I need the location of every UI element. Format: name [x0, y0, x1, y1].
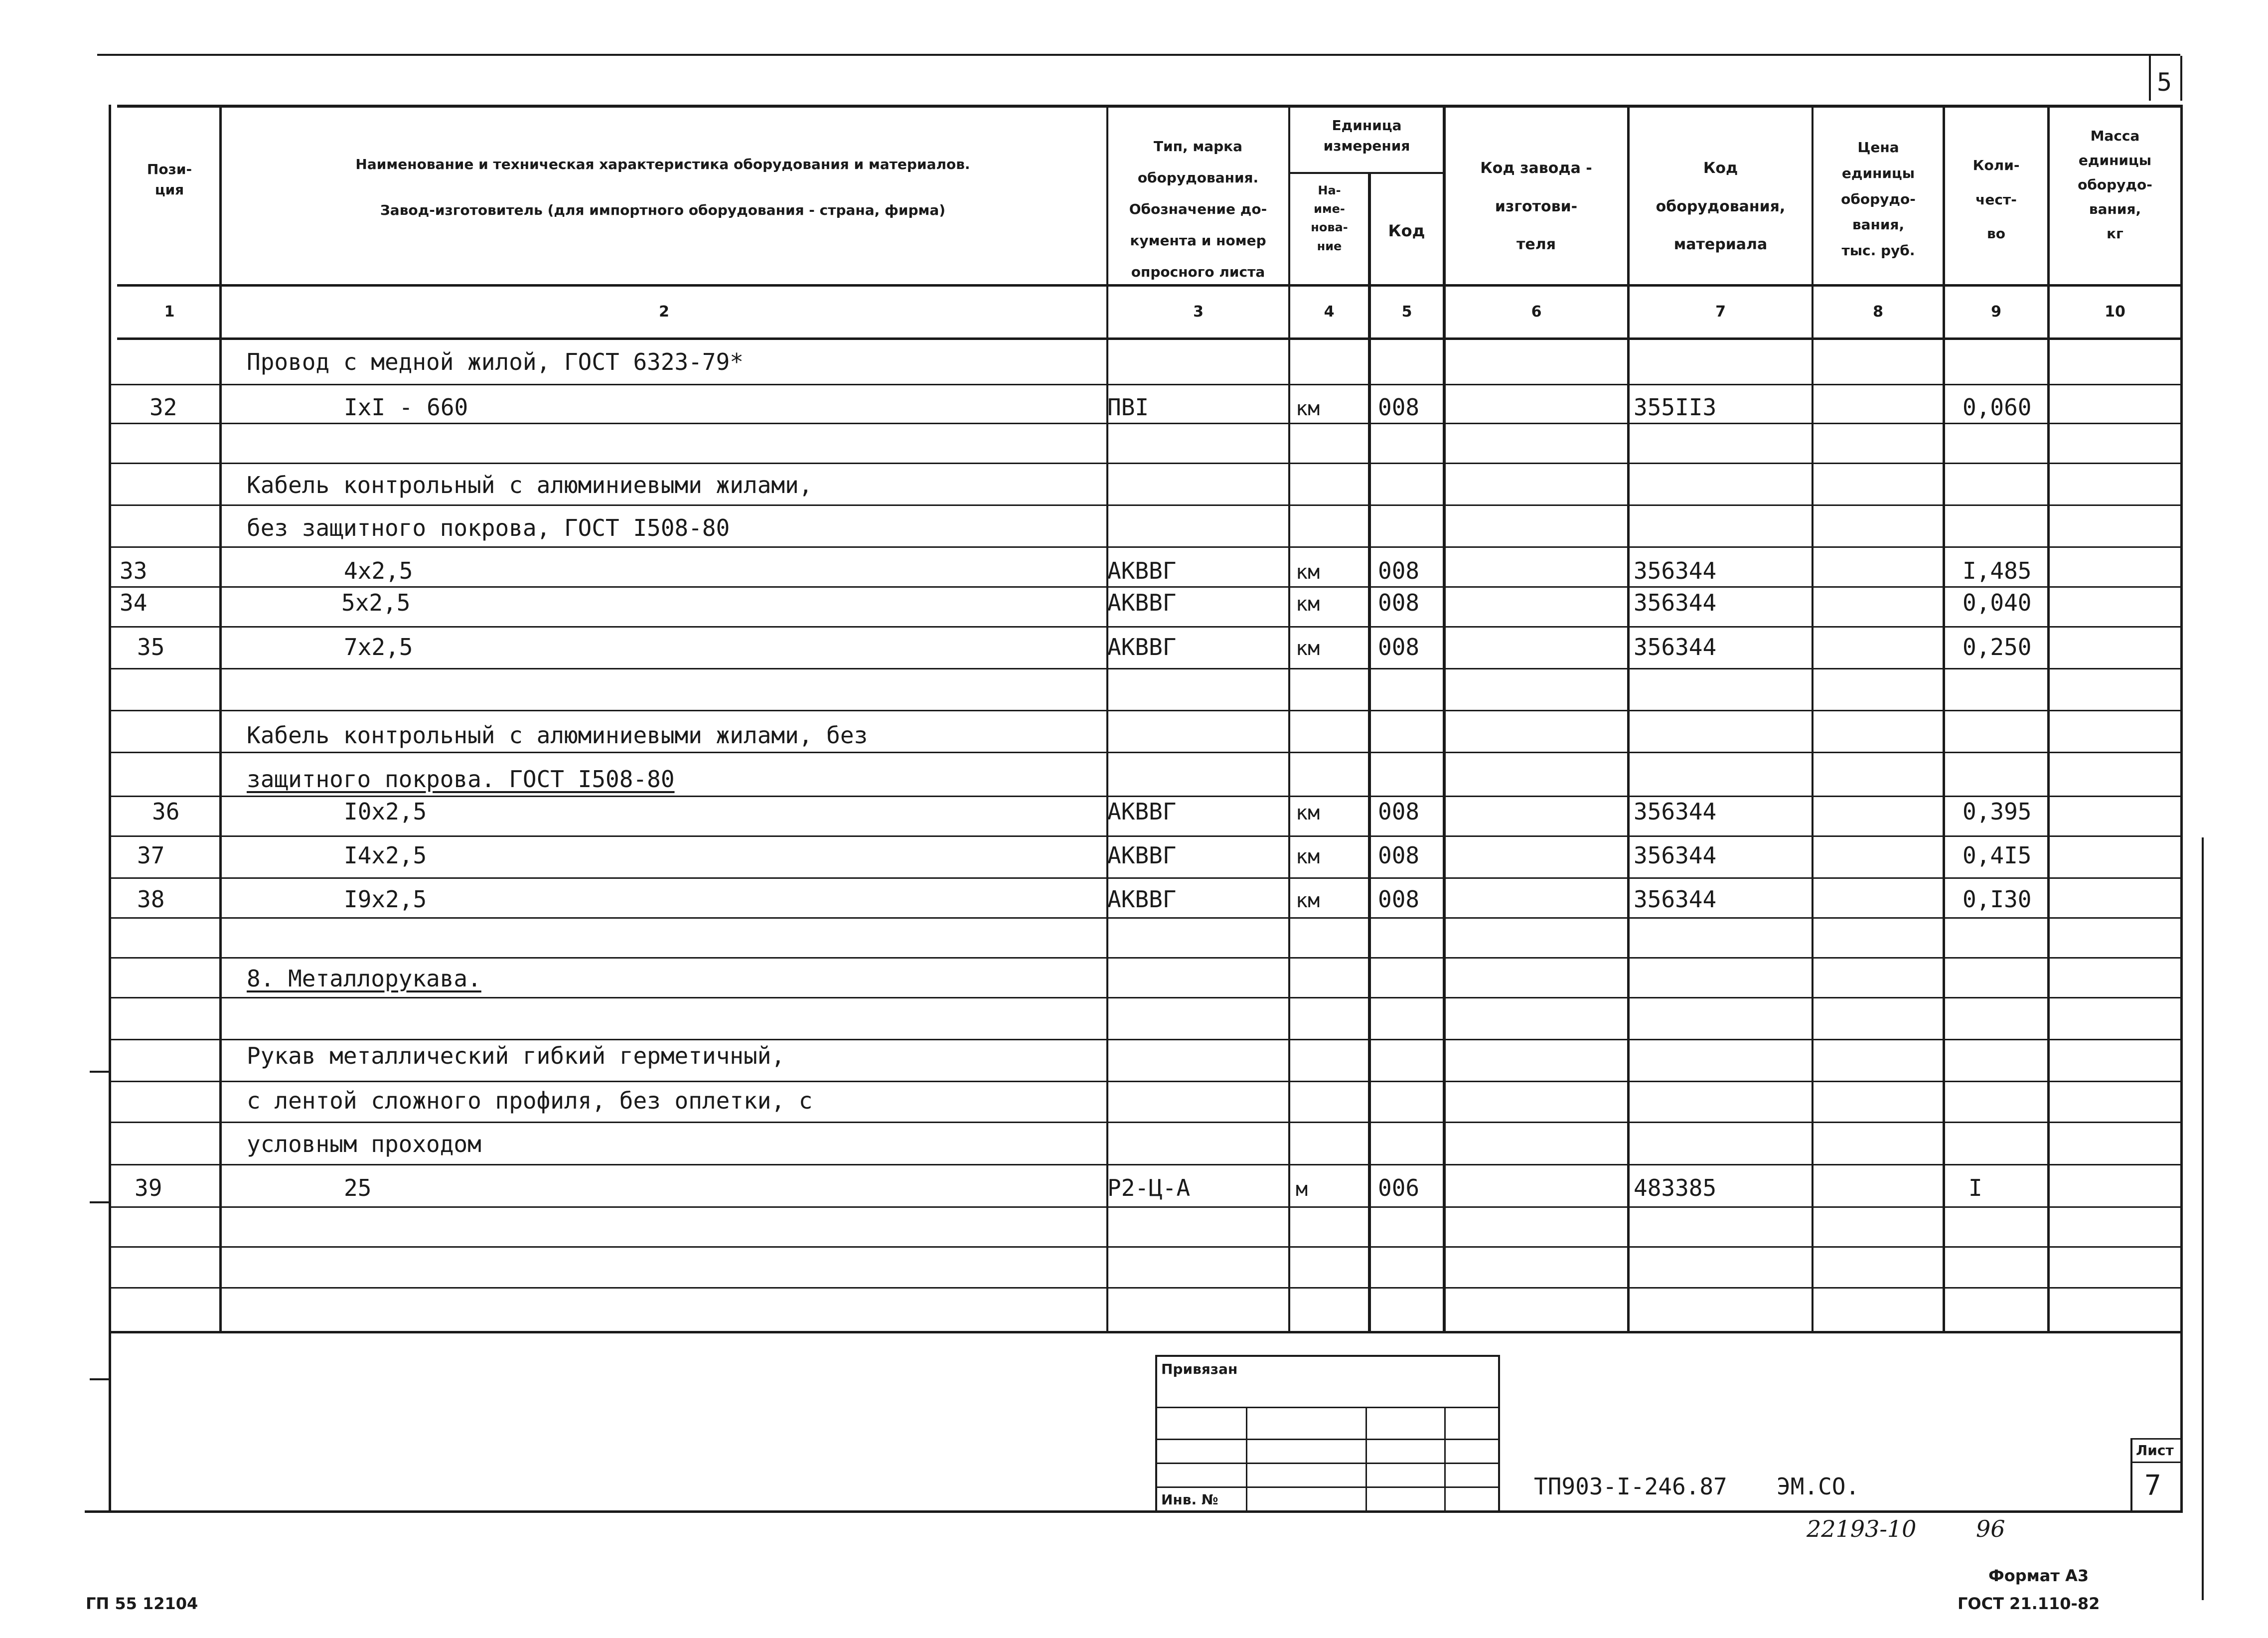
- colnum-6: 6: [1531, 303, 1542, 321]
- row-37-qty: 0,4I5: [1963, 842, 2032, 869]
- row-divider: [110, 1039, 2183, 1040]
- row-38-pos: 38: [137, 886, 165, 913]
- unit-sub-line: [1288, 172, 1443, 174]
- row-34-pos: 34: [120, 589, 148, 616]
- stamp-line-3: [1156, 1463, 1500, 1464]
- colnum-bottom-line: [117, 337, 2180, 340]
- row-33-mark: АКВВГ: [1107, 557, 1177, 584]
- corner-box-left: [2149, 56, 2151, 101]
- header-unit-code: Код: [1388, 221, 1425, 240]
- colnum-7: 7: [1715, 303, 1726, 321]
- row-text-rukav-2: с лентой сложного профиля, без оплетки, с: [247, 1087, 813, 1114]
- colnum-9: 9: [1991, 303, 2001, 321]
- header-top-line: [117, 105, 2180, 108]
- col-line-3: [1288, 105, 1290, 1333]
- header-equipment-code: Код оборудования, материала: [1656, 160, 1786, 253]
- col-line-4: [1368, 172, 1371, 1333]
- colnum-10: 10: [2105, 303, 2125, 321]
- row-divider: [110, 1164, 2183, 1165]
- row-divider: [110, 626, 2183, 628]
- sheet-label: Лист: [2136, 1442, 2174, 1459]
- colnum-5: 5: [1401, 303, 1412, 321]
- footer-gost: ГОСТ 21.110-82: [1958, 1594, 2100, 1613]
- stamp-line-4: [1156, 1486, 1500, 1488]
- row-33-equip-code: 356344: [1634, 557, 1717, 584]
- row-text-rukav-3: условным проходом: [247, 1131, 481, 1157]
- stamp-box-right: [1498, 1355, 1500, 1513]
- row-37-pos: 37: [137, 842, 165, 869]
- footer-left-code: ГП 55 12104: [86, 1594, 198, 1613]
- header-unit-group: Единица измерения: [1323, 117, 1410, 154]
- row-35-mark: АКВВГ: [1107, 634, 1177, 660]
- stamp-privyazan-label: Привязан: [1161, 1361, 1238, 1377]
- handwritten-archive-number: 22193-10: [1807, 1515, 1917, 1542]
- row-38-qty: 0,I30: [1963, 886, 2032, 913]
- row-37-equip-code: 356344: [1634, 842, 1717, 869]
- row-divider: [110, 1206, 2183, 1208]
- footer-format: Формат А3: [1988, 1566, 2089, 1585]
- row-33-code: 008: [1378, 557, 1420, 584]
- stamp-line-2: [1156, 1439, 1500, 1440]
- header-name-line1: Наименование и техническая характеристика оборудования и материалов.: [355, 156, 970, 172]
- row-divider: [110, 796, 2183, 797]
- row-32-name: IxI - 660: [344, 394, 468, 421]
- row-39-mark: Р2-Ц-А: [1107, 1174, 1191, 1201]
- row-37-code: 008: [1378, 842, 1420, 869]
- row-divider: [110, 917, 2183, 919]
- col-line-8: [1943, 105, 1945, 1333]
- top-rule: [97, 54, 2180, 56]
- row-37-unit: км: [1296, 845, 1320, 868]
- row-39-equip-code: 483385: [1634, 1174, 1717, 1201]
- colnum-8: 8: [1873, 303, 1883, 321]
- frame-right-line: [2180, 105, 2183, 1513]
- row-divider: [110, 504, 2183, 506]
- row-34-qty: 0,040: [1963, 589, 2032, 616]
- row-36-pos: 36: [152, 798, 180, 825]
- row-36-qty: 0,395: [1963, 798, 2032, 825]
- row-33-unit: км: [1296, 561, 1320, 584]
- row-divider: [110, 1246, 2183, 1248]
- row-35-qty: 0,250: [1963, 634, 2032, 660]
- stamp-col-3: [1444, 1407, 1446, 1511]
- col-line-6: [1627, 105, 1630, 1333]
- row-34-name: 5x2,5: [341, 589, 411, 616]
- row-34-code: 008: [1378, 589, 1420, 616]
- row-35-pos: 35: [137, 634, 165, 660]
- frame-bottom-line: [85, 1510, 2183, 1513]
- row-39-qty: I: [1968, 1174, 1982, 1201]
- doc-mark: ЭМ.СО.: [1777, 1473, 1860, 1500]
- row-divider: [110, 957, 2183, 959]
- row-39-name: 25: [344, 1174, 372, 1201]
- row-divider: [110, 752, 2183, 753]
- table-bottom-line: [110, 1331, 2183, 1333]
- header-name-line2: Завод-изготовитель (для импортного оборудования - страна, фирма): [380, 202, 946, 218]
- handwritten-page-number: 96: [1976, 1515, 2005, 1542]
- header-type-mark: Тип, марка оборудования. Обозначение до- кумента и номер опросного листа: [1129, 138, 1267, 280]
- colnum-3: 3: [1193, 303, 1204, 321]
- section-heading-metallorukava: 8. Металлорукава.: [247, 965, 481, 992]
- row-33-name: 4x2,5: [344, 557, 413, 584]
- stamp-box-top: [1156, 1355, 1500, 1357]
- row-text-kabel-1: Кабель контрольный с алюминиевыми жилами,: [247, 472, 813, 498]
- row-divider: [110, 423, 2183, 424]
- col-line-2: [1106, 105, 1108, 1333]
- row-38-mark: АКВВГ: [1107, 886, 1177, 913]
- sheet-box-mid: [2130, 1462, 2183, 1463]
- row-36-unit: км: [1296, 802, 1320, 824]
- row-32-qty: 0,060: [1963, 394, 2032, 421]
- row-35-code: 008: [1378, 634, 1420, 660]
- sheet-box-left: [2130, 1438, 2132, 1513]
- row-divider: [110, 877, 2183, 879]
- header-factory-code: Код завода - изготови- теля: [1480, 160, 1592, 253]
- row-36-equip-code: 356344: [1634, 798, 1717, 825]
- row-37-name: I4x2,5: [344, 842, 427, 869]
- row-32-equip-code: 355II3: [1634, 394, 1717, 421]
- col-line-9: [2047, 105, 2050, 1333]
- row-38-unit: км: [1296, 889, 1320, 912]
- row-39-pos: 39: [135, 1174, 162, 1201]
- row-divider: [110, 1287, 2183, 1289]
- row-divider: [110, 1122, 2183, 1123]
- row-32-pos: 32: [150, 394, 177, 421]
- stamp-col-2: [1365, 1407, 1367, 1511]
- sheet-number: 7: [2144, 1470, 2161, 1502]
- row-34-unit: км: [1296, 593, 1320, 616]
- row-39-unit: м: [1296, 1178, 1308, 1201]
- stamp-inv-label: Инв. №: [1161, 1491, 1218, 1508]
- margin-tick: [90, 1071, 110, 1073]
- row-35-unit: км: [1296, 637, 1320, 660]
- col-line-1: [219, 105, 222, 1333]
- row-divider: [110, 997, 2183, 998]
- stamp-box-left: [1155, 1355, 1157, 1513]
- margin-tick: [90, 1378, 110, 1380]
- row-37-mark: АКВВГ: [1107, 842, 1177, 869]
- row-text-rukav-1: Рукав металлический гибкий герметичный,: [247, 1042, 785, 1069]
- row-divider: [110, 668, 2183, 669]
- row-38-code: 008: [1378, 886, 1420, 913]
- row-divider: [110, 384, 2183, 385]
- row-divider: [110, 546, 2183, 548]
- row-divider: [110, 835, 2183, 837]
- row-text-kabel-4: защитного покрова. ГОСТ I508-80: [247, 766, 675, 793]
- colnum-4: 4: [1324, 303, 1335, 321]
- row-divider: [110, 1081, 2183, 1082]
- corner-box-right: [2180, 56, 2182, 101]
- col-line-5: [1443, 105, 1446, 1333]
- row-text-kabel-2: без защитного покрова, ГОСТ I508-80: [247, 514, 730, 541]
- header-position: Пози- ция: [147, 161, 192, 198]
- row-34-mark: АКВВГ: [1107, 589, 1177, 616]
- row-34-equip-code: 356344: [1634, 589, 1717, 616]
- row-36-mark: АКВВГ: [1107, 798, 1177, 825]
- row-38-name: I9x2,5: [344, 886, 427, 913]
- outer-right-line: [2202, 837, 2204, 1600]
- row-text-kabel-3: Кабель контрольный с алюминиевыми жилами, без: [247, 722, 868, 749]
- row-36-name: I0x2,5: [344, 798, 427, 825]
- colnum-2: 2: [659, 303, 669, 321]
- row-33-qty: I,485: [1963, 557, 2032, 584]
- row-32-unit: км: [1296, 397, 1320, 420]
- row-33-pos: 33: [120, 557, 148, 584]
- header-unit-price: Цена единицы оборудо- вания, тыс. руб.: [1841, 139, 1916, 259]
- doc-code: ТП903-I-246.87: [1534, 1473, 1727, 1500]
- row-divider: [110, 586, 2183, 588]
- margin-tick: [90, 1201, 110, 1203]
- corner-number: 5: [2157, 68, 2172, 97]
- row-38-equip-code: 356344: [1634, 886, 1717, 913]
- row-35-equip-code: 356344: [1634, 634, 1717, 660]
- row-32-mark: ПВI: [1107, 394, 1149, 421]
- row-35-name: 7x2,5: [344, 634, 413, 660]
- frame-left-line: [109, 105, 111, 1513]
- sheet-box-top: [2130, 1438, 2183, 1440]
- row-divider: [110, 463, 2183, 464]
- header-quantity: Коли- чест- во: [1972, 157, 2020, 242]
- row-divider: [110, 710, 2183, 711]
- stamp-col-1: [1246, 1407, 1247, 1511]
- row-text-provod: Провод с медной жилой, ГОСТ 6323-79*: [247, 348, 744, 375]
- header-unit-mass: Масса единицы оборудо- вания, кг: [2078, 128, 2152, 242]
- row-39-code: 006: [1378, 1174, 1420, 1201]
- row-36-code: 008: [1378, 798, 1420, 825]
- header-unit-name: На- име- нова- ние: [1311, 183, 1348, 253]
- stamp-line-1: [1156, 1407, 1500, 1408]
- colnum-1: 1: [164, 303, 175, 321]
- row-32-code: 008: [1378, 394, 1420, 421]
- col-line-7: [1812, 105, 1814, 1333]
